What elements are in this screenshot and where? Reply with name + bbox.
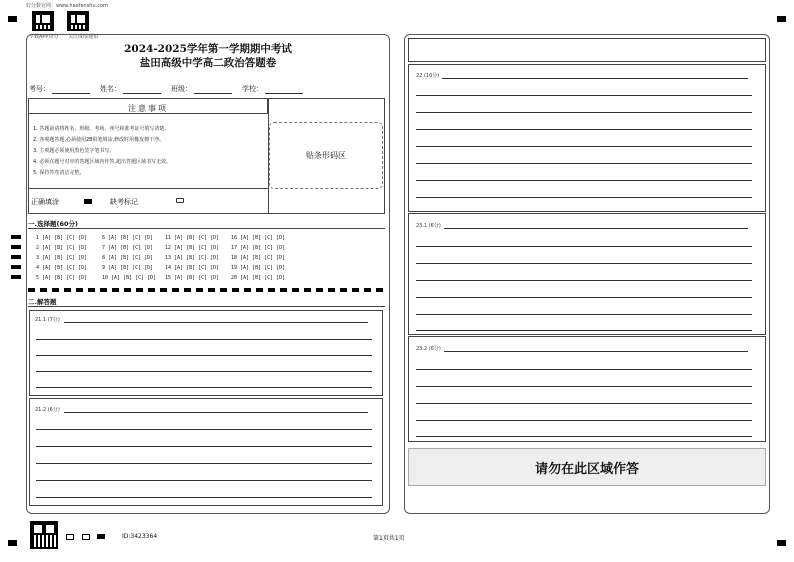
mcq-row[interactable]: 4 [A] [B] [C] [D] 9 [A] [B] [C] [D] 14 [A] [B] [C] [D] 19 [A] [B] [C] [D]: [36, 265, 286, 271]
section1-rule: [28, 228, 385, 229]
answer-line: [416, 112, 752, 113]
answer-line: [416, 146, 752, 147]
answer-line: [36, 339, 372, 340]
answer-line: [416, 280, 752, 281]
answer-line: [36, 463, 372, 464]
notice-item: 3. 主观题必须使用黑色签字笔书写。: [33, 148, 115, 154]
absent-checkbox[interactable]: [176, 198, 184, 203]
field-name[interactable]: 姓名：: [100, 84, 161, 94]
timing-mark: [11, 275, 21, 279]
footer-square: [66, 534, 74, 540]
answer-line: [416, 420, 752, 421]
section2-rule: [28, 306, 385, 307]
correct-fill-sample: [84, 199, 92, 204]
q21-1-label: 21.1 (7分): [35, 317, 60, 323]
answer-line: [36, 355, 372, 356]
answer-line: [444, 351, 748, 352]
corner-mark-top-left: [8, 16, 17, 22]
answer-line: [416, 369, 752, 370]
right-header-box: [408, 38, 766, 62]
site-text: 好分数官网：www.haofenshu.com: [26, 3, 108, 9]
section1-title: 一.选择题(60分): [28, 220, 78, 228]
answer-box-22[interactable]: [408, 64, 766, 212]
answer-line: [36, 429, 372, 430]
answer-line: [36, 480, 372, 481]
answer-box-23-1[interactable]: [408, 213, 766, 335]
answer-line: [416, 314, 752, 315]
absent-label: 缺考标记: [110, 198, 138, 206]
correct-fill-label: 正确填涂: [31, 198, 59, 206]
qr2-caption: 关注成绩通知: [68, 34, 99, 40]
answer-line: [416, 436, 752, 437]
q23-1-label: 23.1 (6分): [416, 223, 441, 229]
timing-mark: [11, 265, 21, 269]
answer-line: [64, 322, 368, 323]
timing-mark: [11, 235, 21, 239]
timing-mark: [11, 255, 21, 259]
timing-mark: [11, 245, 21, 249]
mcq-row[interactable]: 5 [A] [B] [C] [D] 10 [A] [B] [C] [D] 15 [A] [B] [C] [D] 20 [A] [B] [C] [D]: [36, 275, 286, 281]
answer-line: [36, 371, 372, 372]
info-fields: [29, 84, 349, 94]
answer-line: [416, 246, 752, 247]
answer-line: [416, 403, 752, 404]
answer-line: [444, 228, 748, 229]
section2-title: 二.解答题: [28, 298, 57, 306]
answer-box-21-2[interactable]: [29, 398, 383, 506]
answer-line: [416, 386, 752, 387]
mcq-row[interactable]: 1 [A] [B] [C] [D] 6 [A] [B] [C] [D] 11 [A] [B] [C] [D] 16 [A] [B] [C] [D]: [36, 235, 286, 241]
mcq-row[interactable]: 3 [A] [B] [C] [D] 8 [A] [B] [C] [D] 13 [A] [B] [C] [D] 18 [A] [B] [C] [D]: [36, 255, 286, 261]
field-class[interactable]: 班级：: [171, 84, 232, 94]
answer-line: [416, 330, 752, 331]
footer-square: [82, 534, 90, 540]
notice-item: 4. 必须在题号对应的答题区域内作答,超出答题区域书写无效。: [33, 159, 171, 165]
footer-filled-square: [97, 534, 105, 539]
timing-mark-row: [28, 288, 385, 292]
answer-line: [416, 197, 752, 198]
notice-item: 5. 保持答卷清洁完整。: [33, 170, 85, 176]
barcode-area: [269, 122, 383, 189]
field-school[interactable]: 学校：: [242, 84, 303, 94]
barcode-label: 贴条形码区: [306, 151, 346, 160]
corner-mark-bottom-left: [8, 540, 17, 546]
notice-item: 1. 答题前请将姓名、班级、考场、座号和准考证号填写清楚。: [33, 126, 170, 132]
answer-line: [416, 95, 752, 96]
answer-line: [416, 129, 752, 130]
q22-label: 22 (10分): [416, 73, 440, 79]
answer-line: [36, 446, 372, 447]
answer-line: [36, 387, 372, 388]
answer-line: [442, 78, 748, 79]
field-exam-number[interactable]: 考号：: [29, 84, 90, 94]
notice-title: 注意事项: [128, 104, 168, 113]
footer-page: 第1页共1页: [373, 535, 405, 542]
corner-mark-bottom-right: [777, 540, 786, 546]
answer-line: [416, 263, 752, 264]
footer-id: ID:3423364: [122, 533, 158, 540]
qr-code-app: [32, 11, 54, 31]
sheet-title-line2: 盐田高级中学高二政治答题卷: [139, 57, 277, 69]
notice-list: [33, 124, 171, 179]
qr-code-footer: [30, 521, 58, 549]
qr1-caption: 下载APP查分: [29, 34, 59, 40]
notice-item: 2. 客观题答题,必须使用2B铅笔填涂,修改时用橡皮擦干净。: [33, 137, 165, 143]
q21-2-label: 21.2 (6分): [35, 407, 60, 413]
answer-line: [416, 163, 752, 164]
answer-line: [416, 297, 752, 298]
mcq-row[interactable]: 2 [A] [B] [C] [D] 7 [A] [B] [C] [D] 12 [A] [B] [C] [D] 17 [A] [B] [C] [D]: [36, 245, 286, 251]
answer-line: [416, 180, 752, 181]
answer-line: [64, 412, 368, 413]
no-write-text: 请勿在此区域作答: [534, 461, 639, 477]
answer-line: [36, 497, 372, 498]
q23-2-label: 23.2 (6分): [416, 346, 441, 352]
sheet-title-line1: 2024-2025学年第一学期期中考试: [124, 43, 292, 55]
no-write-zone: [408, 448, 766, 486]
corner-mark-top-right: [777, 16, 786, 22]
qr-code-notice: [67, 11, 89, 31]
notice-divider-horizontal: [28, 188, 268, 189]
